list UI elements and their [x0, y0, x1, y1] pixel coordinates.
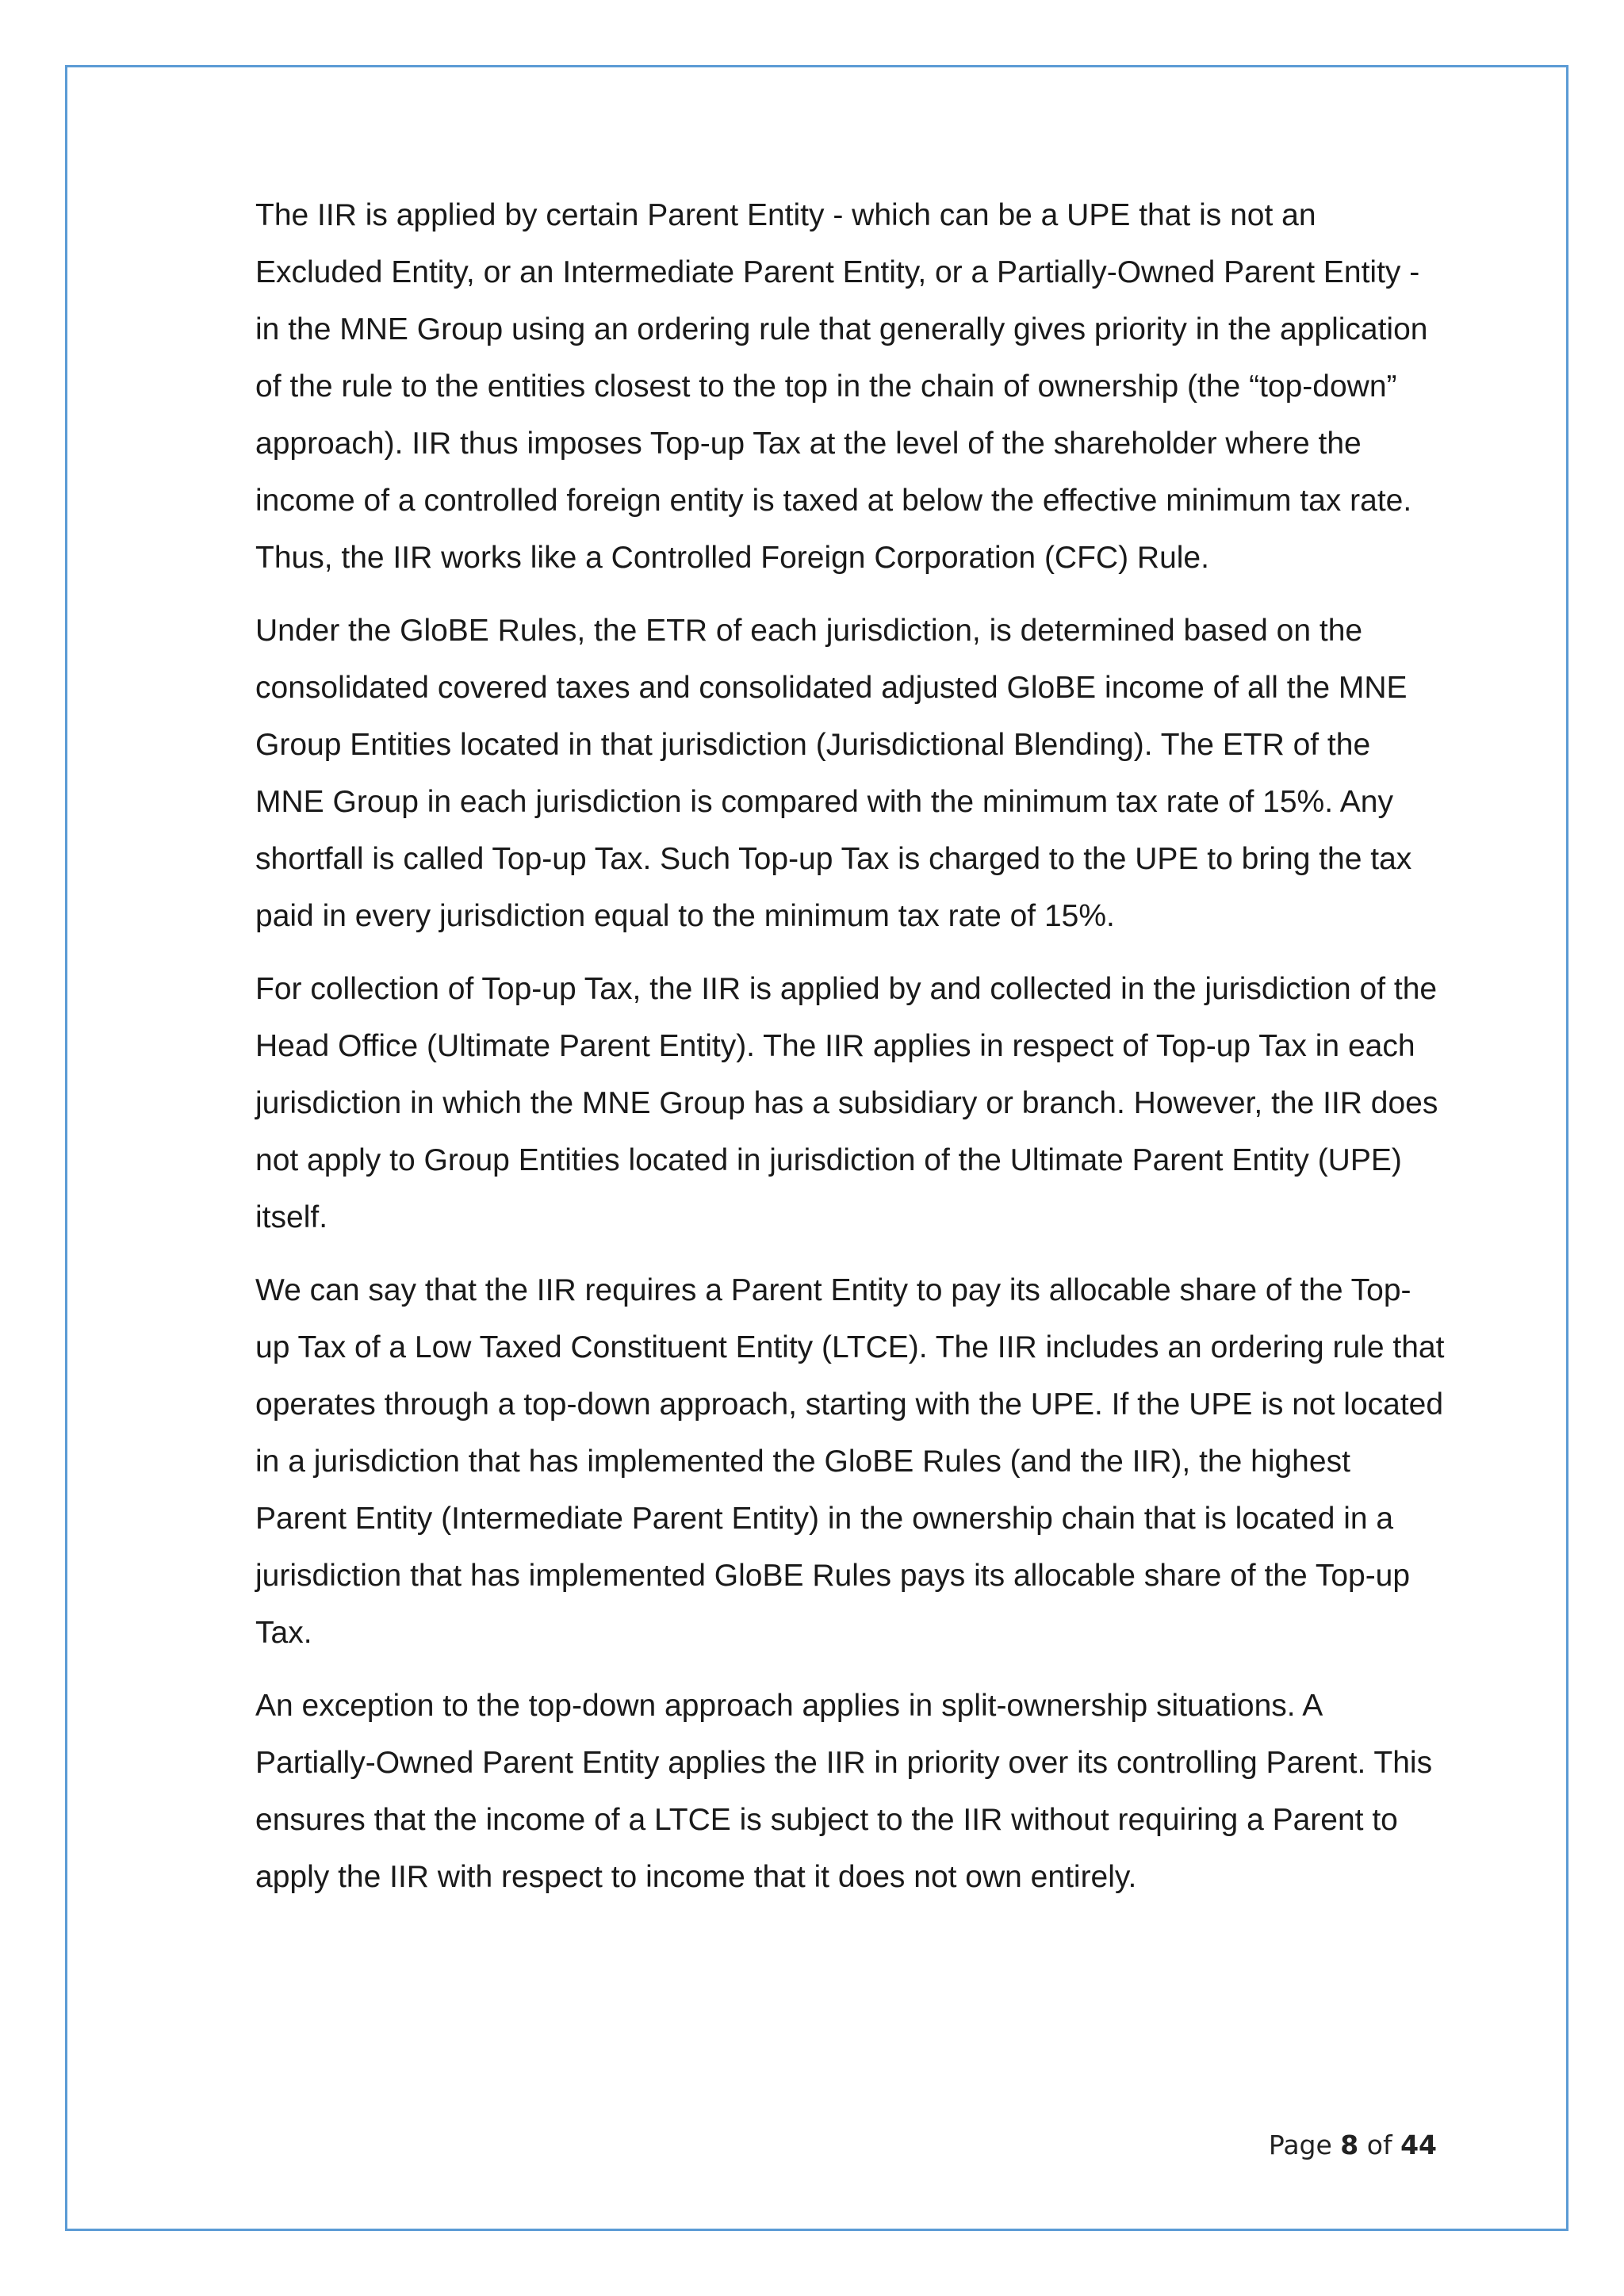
- document-body: [255, 187, 1445, 1922]
- paragraph-iir-parent-entity: The IIR is applied by certain Parent Entity - which can be a UPE that is not an Excluded Entity, or an Intermediate Parent Entity, or a Partially-Owned Parent Entity - in the MNE Group using an ordering rule that generally gives priority in the application of the rule to the entities closest to the top in the chain of ownership (the “top-down” approach). IIR thus imposes Top-up Tax at the level of the shareholder where the income of a controlled foreign entity is taxed at below the effective minimum tax rate. Thus, the IIR works like a Controlled Foreign Corporation (CFC) Rule.: [255, 198, 1428, 575]
- paragraph-topup-collection: For collection of Top-up Tax, the IIR is applied by and collected in the jurisdiction of the Head Office (Ultimate Parent Entity). The IIR applies in respect of Top-up Tax in each jurisdiction in which the MNE Group has a subsidiary or branch. However, the IIR does not apply to Group Entities located in jurisdiction of the Ultimate Parent Entity (UPE) itself.: [255, 972, 1438, 1234]
- page-label: Page: [1268, 2130, 1341, 2160]
- of-label: of: [1358, 2130, 1401, 2160]
- paragraph-globe-etr: Under the GloBE Rules, the ETR of each jurisdiction, is determined based on the consolidated covered taxes and consolidated adjusted GloBE income of all the MNE Group Entities located in that jurisdiction (Jurisdictional Blending). The ETR of the MNE Group in each jurisdiction is compared with the minimum tax rate of 15%. Any shortfall is called Top-up Tax. Such Top-up Tax is charged to the UPE to bring the tax paid in every jurisdiction equal to the minimum tax rate of 15%.: [255, 614, 1412, 933]
- total-pages: 44: [1400, 2130, 1437, 2160]
- current-page: 8: [1340, 2130, 1359, 2160]
- paragraph-split-ownership: An exception to the top-down approach applies in split-ownership situations. A Partially-Owned Parent Entity applies the IIR in priority over its controlling Parent. This ensures that the income of a LTCE is subject to the IIR without requiring a Parent to apply the IIR with respect to income that it does not own entirely.: [255, 1689, 1433, 1894]
- paragraph-allocable-share: We can say that the IIR requires a Parent Entity to pay its allocable share of the Top-up Tax of a Low Taxed Constituent Entity (LTCE). The IIR includes an ordering rule that operates through a top-down approach, starting with the UPE. If the UPE is not located in a jurisdiction that has implemented the GloBE Rules (and the IIR), the highest Parent Entity (Intermediate Parent Entity) in the ownership chain that is located in a jurisdiction that has implemented GloBE Rules pays its allocable share of the Top-up Tax.: [255, 1273, 1445, 1650]
- page-number: [1269, 2130, 1437, 2160]
